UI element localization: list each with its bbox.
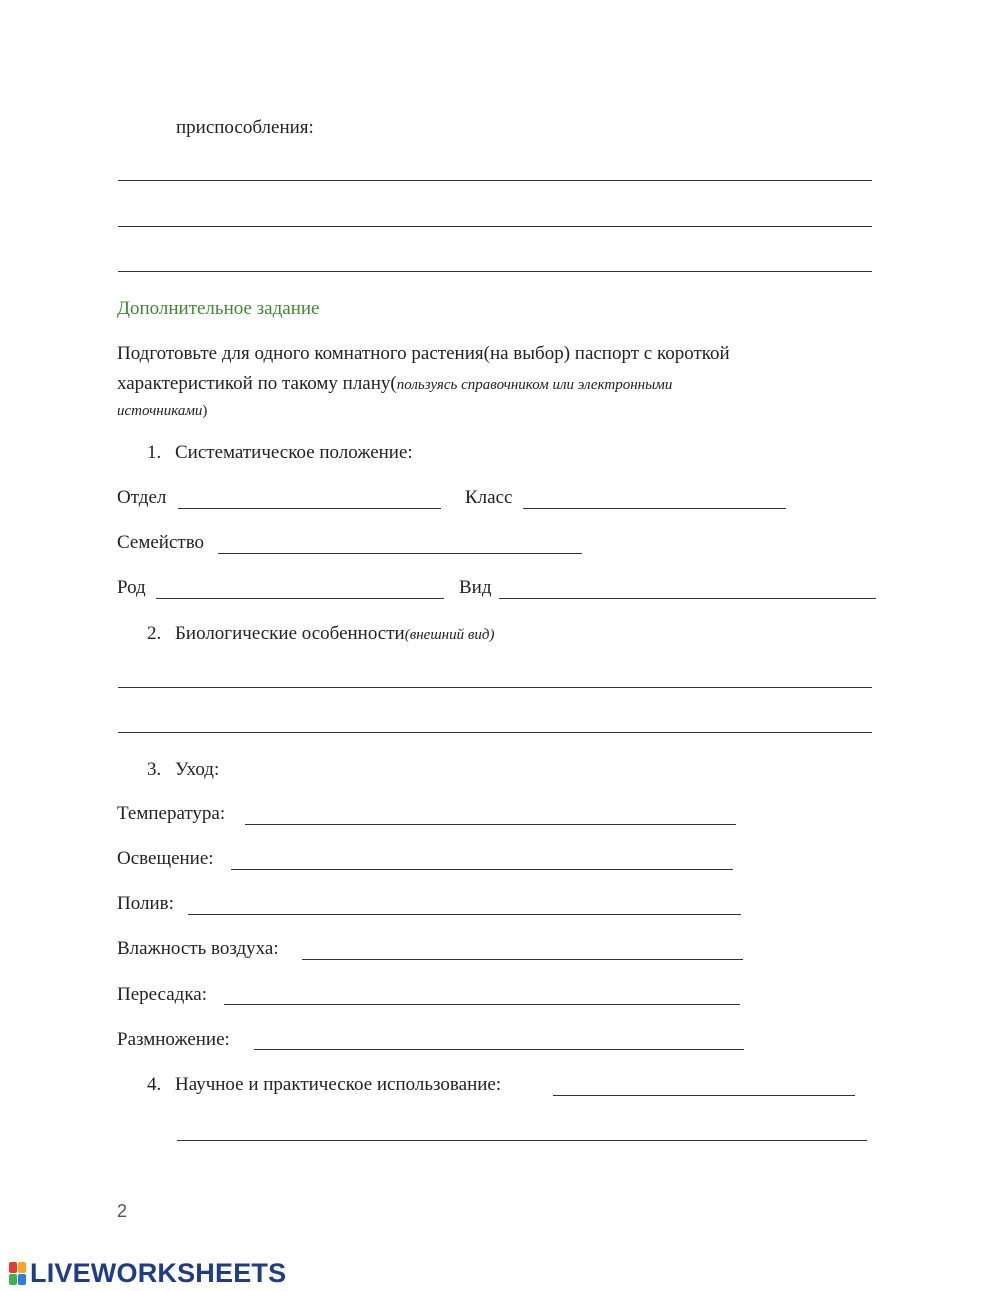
- class-field[interactable]: [523, 508, 786, 509]
- answer-line[interactable]: [118, 687, 872, 688]
- liveworksheets-logo-icon: [9, 1262, 27, 1286]
- family-label: Семейство: [117, 532, 205, 553]
- temperature-label: Температура:: [117, 803, 226, 824]
- item-3: [147, 759, 219, 781]
- genus-field[interactable]: [156, 598, 444, 599]
- temperature-field[interactable]: [245, 824, 736, 825]
- item-3-number: 3.: [147, 759, 162, 780]
- intro-line-1: Подготовьте для одного комнатного растения(на выбор) паспорт с короткой: [117, 343, 730, 364]
- item-1: [147, 442, 413, 464]
- transplant-field[interactable]: [224, 1004, 740, 1005]
- lighting-label: Освещение:: [117, 848, 214, 869]
- answer-line[interactable]: [118, 732, 872, 733]
- item-4-label: Научное и практическое использование:: [175, 1074, 502, 1095]
- humidity-field[interactable]: [302, 959, 743, 960]
- class-label: Класс: [465, 487, 513, 508]
- item-1-number: 1.: [147, 442, 162, 463]
- intro-line-2: [117, 373, 672, 396]
- item-4-number: 4.: [147, 1074, 162, 1095]
- item-3-label: Уход:: [175, 759, 220, 780]
- transplant-label: Пересадка:: [117, 984, 207, 1005]
- intro-line-2-note: пользуясь справочником или электронными: [396, 377, 673, 393]
- propagation-label: Размножение:: [117, 1029, 230, 1050]
- family-field[interactable]: [218, 553, 582, 554]
- item-2-number: 2.: [147, 623, 162, 644]
- answer-line[interactable]: [118, 271, 872, 272]
- division-field[interactable]: [178, 508, 441, 509]
- watering-field[interactable]: [188, 914, 741, 915]
- adaptations-label: приспособления:: [176, 117, 314, 138]
- page-number: 2: [117, 1201, 128, 1221]
- answer-line[interactable]: [118, 226, 872, 227]
- propagation-field[interactable]: [254, 1049, 744, 1050]
- logo-square-blue: [18, 1274, 26, 1285]
- intro-line-3-note: источниками: [117, 403, 203, 419]
- watering-label: Полив:: [117, 893, 174, 914]
- intro-line-3-close: ): [202, 403, 208, 419]
- lighting-field[interactable]: [231, 869, 733, 870]
- logo-square-orange: [18, 1262, 26, 1273]
- liveworksheets-logo: LIVEWORKSHEETS: [30, 1258, 287, 1288]
- humidity-label: Влажность воздуха:: [117, 938, 279, 959]
- use-field[interactable]: [553, 1095, 855, 1096]
- item-2-label: Биологические особенности: [175, 623, 405, 644]
- intro-line-2-main: характеристикой по такому плану(: [117, 373, 397, 394]
- item-2-note: (внешний вид): [404, 627, 495, 643]
- intro-line-3: [117, 399, 207, 422]
- species-label: Вид: [459, 577, 492, 598]
- answer-line[interactable]: [118, 180, 872, 181]
- item-2: [147, 623, 494, 646]
- division-label: Отдел: [117, 487, 167, 508]
- use-field-continued[interactable]: [177, 1140, 867, 1141]
- item-4: [147, 1074, 501, 1096]
- genus-label: Род: [117, 577, 146, 598]
- logo-square-green: [9, 1274, 17, 1285]
- species-field[interactable]: [499, 598, 876, 599]
- logo-square-red: [9, 1262, 17, 1273]
- extra-task-heading: Дополнительное задание: [117, 298, 320, 319]
- item-1-label: Систематическое положение:: [175, 442, 413, 463]
